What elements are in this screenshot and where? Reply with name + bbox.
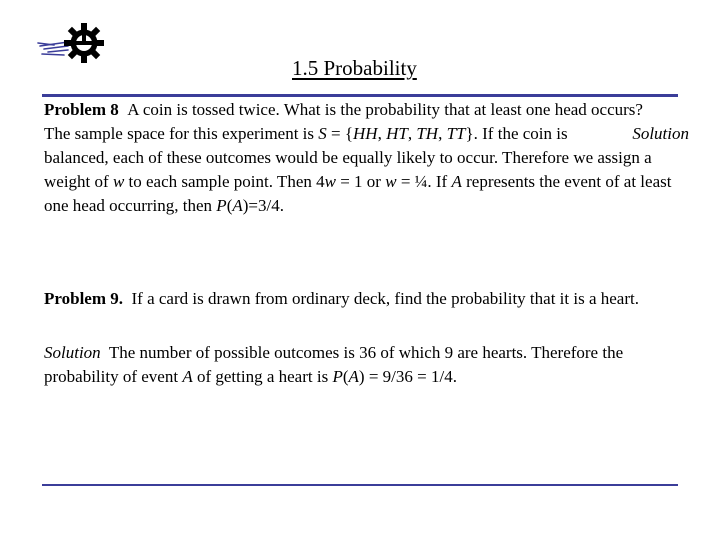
problem-9-solution: Solution The number of possible outcomes is 36 of which 9 are hearts. Therefore the probability of event A of getting a heart is P(A) = 9/36 = 1/4. (44, 343, 624, 386)
problem-8-text: A coin is tossed twice. What is the probability that at least one head occurs? (127, 100, 643, 119)
footer-divider (42, 484, 678, 486)
problem-8-label: Problem 8 (44, 100, 119, 119)
gear-logo-icon (34, 22, 106, 66)
problem-8 (44, 98, 689, 218)
problem-8-solution-label: Solution (632, 124, 689, 143)
problem-9-text: If a card is drawn from ordinary deck, find the probability that it is a heart. (131, 289, 639, 308)
problem-9-label: Problem 9. (44, 289, 124, 308)
problem-9-solution-label: Solution (44, 343, 101, 362)
title-divider (42, 94, 678, 97)
problem-8-solution: The sample space for this experiment is S = {HH, HT, TH, TT}. If the coin is balanced, each of these outcomes would be equally likely to occur. Therefore we assign a weight of w to each sample point. Then 4w = 1 or w = ¼. If A represents the event of at least one head occurring, then P(A)=3/4. (44, 124, 672, 215)
problem-9 (44, 287, 689, 311)
page-title: 1.5 Probability (292, 56, 417, 80)
problem-8-question (44, 98, 689, 143)
